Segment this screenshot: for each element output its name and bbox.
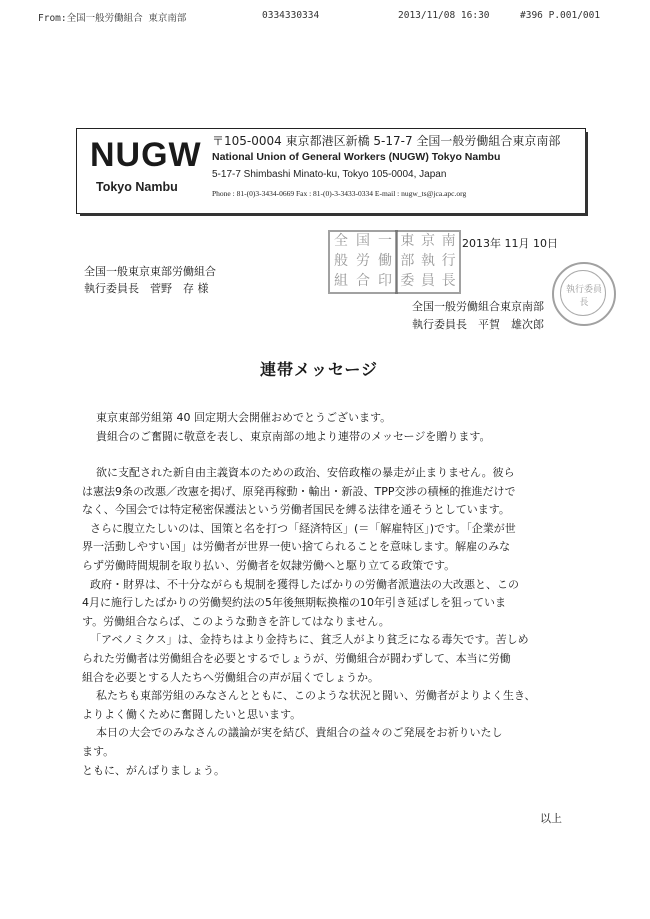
body-line: 欲に支配された新自由主義資本のための政治、安倍政権の暴走が止まりません。彼ら xyxy=(96,466,515,479)
seal-char: 全 xyxy=(334,233,348,249)
body-line: は憲法9条の改悪／改憲を掲げ、原発再稼動・輸出・新設、TPP交渉の積極的推進だけで xyxy=(82,484,516,498)
seal-char: 南 xyxy=(441,233,456,249)
letterhead-shadow xyxy=(80,213,588,216)
seal-char: 部 xyxy=(400,253,415,269)
contact-info: Phone : 81-(0)3-3434-0669 Fax : 81-(0)-3-3433-0334 E-mail : nugw_ts@jca.apc.org xyxy=(212,189,467,198)
seal-char: 組 xyxy=(334,273,348,289)
seal-char: 行 xyxy=(441,253,456,269)
body-line: ます。 xyxy=(82,745,115,758)
letter-date: 2013年 11月 10日 xyxy=(462,237,558,250)
recipient-name: 執行委員長 菅野 存 様 xyxy=(84,282,209,295)
seal-char: 京 xyxy=(420,233,435,249)
address-en: 5-17-7 Shimbashi Minato-ku, Tokyo 105-0004, Japan xyxy=(212,169,447,180)
logo-subtitle: Tokyo Nambu xyxy=(96,180,178,194)
closing-mark: 以上 xyxy=(540,812,562,825)
greeting-line: 東京東部労組第 40 回定期大会開催おめでとうございます。 xyxy=(96,411,392,424)
seal-char: 一 xyxy=(378,233,392,249)
body-line: 本日の大会でのみなさんの議論が実を結び、貴組合の益々のご発展をお祈りいたし xyxy=(96,726,503,740)
body-line: 政府・財界は、不十分ながらも規制を獲得したばかりの労働者派遣法の大改悪と、この xyxy=(90,577,519,591)
seal-char: 東 xyxy=(400,233,415,249)
body-line: 私たちも東部労組のみなさんとともに、このような状況と闘い、労働者がよりよく生き、 xyxy=(96,689,536,703)
nugw-logo: NUGW xyxy=(90,136,202,174)
seal-char: 働 xyxy=(378,253,392,269)
personal-seal-stamp xyxy=(552,262,616,326)
seal-char: 員 xyxy=(420,273,435,289)
sender-org: 全国一般労働組合東京南部 xyxy=(412,300,544,313)
body-line: られた労働者は労働組合を必要とするでしょうが、労働組合が闘わずして、本当に労働 xyxy=(82,652,511,665)
body-line: さらに腹立たしいのは、国策と名を打つ「経済特区」(＝「解雇特区」)です。「企業が世 xyxy=(90,521,516,535)
body-line: 4月に施行したばかりの労働契約法の5年後無期転換権の10年引き延ばしを狙っていま xyxy=(82,596,506,610)
org-name-en: National Union of General Workers (NUGW) Tokyo Nambu xyxy=(212,151,501,163)
body-line: よりよく働くために奮闘したいと思います。 xyxy=(82,707,302,721)
body-line: す。労働組合ならば、このような動きを許してはなりません。 xyxy=(82,614,390,628)
address-jp: 〒105-0004 東京都港区新橋 5-17-7 全国一般労働組合東京南部 xyxy=(212,134,561,148)
body-line: 界一活動しやすい国」は労働者が世界一使い捨てられることを意味します。解雇のみな xyxy=(82,540,511,554)
fax-number: 0334330334 xyxy=(262,10,320,21)
fax-page: #396 P.001/001 xyxy=(520,10,601,21)
fax-header xyxy=(0,10,650,28)
body-line: らず労働時間規制を取り払い、労働者を奴隷労働へと駆り立てる政策です。 xyxy=(82,559,456,572)
seal-char: 合 xyxy=(356,273,370,289)
fax-from: From:全国一般労働組合 東京南部 xyxy=(38,13,187,24)
letterhead xyxy=(76,128,584,212)
sender-name: 執行委員長 平賀 雄次郎 xyxy=(412,318,544,331)
recipient-org: 全国一般東京東部労働組合 xyxy=(84,265,216,278)
document-title: 連帯メッセージ xyxy=(260,360,379,379)
seal-char: 国 xyxy=(356,233,370,249)
seal-char: 労 xyxy=(356,253,370,269)
letterhead-shadow-right xyxy=(585,132,588,216)
seal-char: 印 xyxy=(378,273,392,289)
union-seal-stamp xyxy=(328,230,398,294)
body-line: 「アベノミクス」は、金持ちはより金持ちに、貧乏人がより貧乏になる毒矢です。苦しめ xyxy=(90,633,529,647)
seal-char: 般 xyxy=(334,253,348,269)
seal-char: 長 xyxy=(441,273,456,289)
greeting-line: 貴組合のご奮闘に敬意を表し、東京南部の地より連帯のメッセージを贈ります。 xyxy=(96,430,491,443)
union-seal-stamp-2 xyxy=(395,230,461,294)
body-line: なく、今国会では特定秘密保護法という労働者国民を縛る法律を通そうとしています。 xyxy=(82,503,510,517)
fax-datetime: 2013/11/08 16:30 xyxy=(398,10,490,21)
body-line: 組合を必要とする人たちへ労働組合の声が届くでしょうか。 xyxy=(82,670,379,684)
seal-text: 執行委員長 xyxy=(565,285,602,308)
seal-char: 委 xyxy=(400,273,415,289)
seal-char: 執 xyxy=(420,253,435,269)
body-line: ともに、がんばりましょう。 xyxy=(82,763,225,777)
